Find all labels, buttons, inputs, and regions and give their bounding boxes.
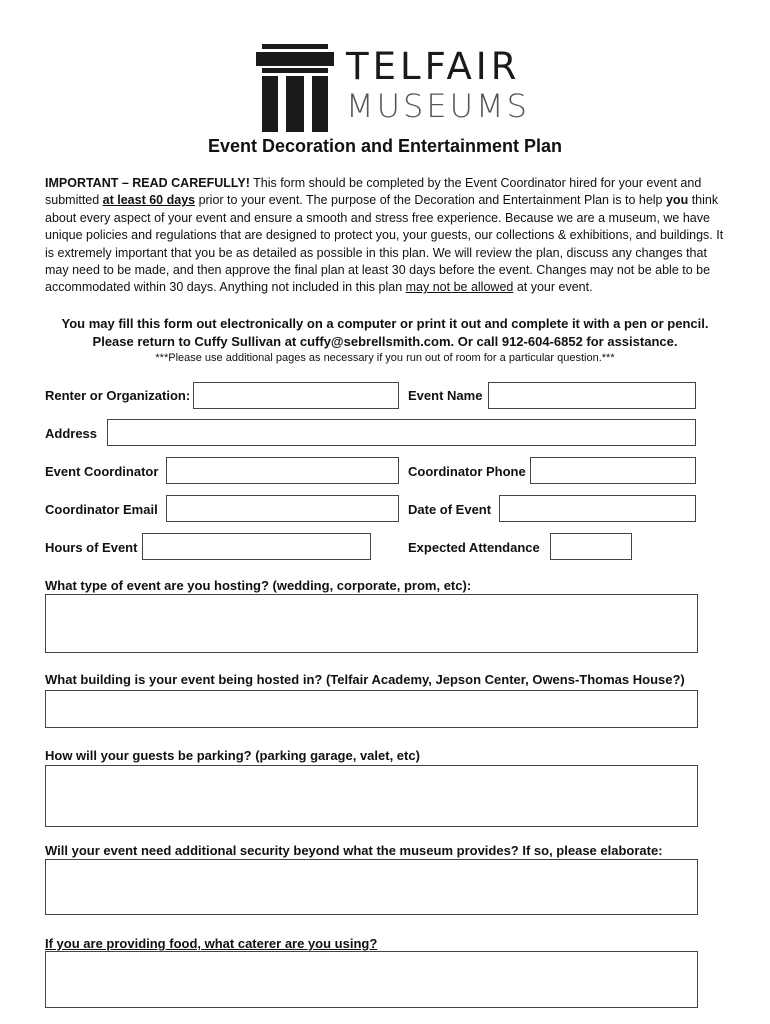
coordinator-email-input[interactable]: [166, 495, 399, 522]
hours-label: Hours of Event: [45, 540, 138, 555]
question-parking: How will your guests be parking? (parking garage, valet, etc): [45, 748, 420, 763]
question-caterer: If you are providing food, what caterer are you using?: [45, 936, 378, 951]
intro-lead: IMPORTANT – READ CAREFULLY!: [45, 176, 250, 190]
intro-bold-you: you: [665, 193, 689, 208]
notice-line2: Please return to Cuffy Sullivan at cuffy@sebrellsmith.com. Or call 912-604-6852 for assistance.: [92, 334, 678, 349]
address-input[interactable]: [107, 419, 696, 446]
date-label: Date of Event: [408, 502, 492, 517]
additional-pages-note: ***Please use additional pages as necessary if you run out of room for a particular question.***: [155, 352, 615, 364]
renter-label: Renter or Organization:: [45, 388, 191, 403]
date-input[interactable]: [499, 495, 696, 522]
event-name-input[interactable]: [488, 382, 696, 409]
intro-text4: at your event.: [513, 280, 593, 295]
attendance-input[interactable]: [550, 533, 632, 560]
intro-paragraph: [45, 175, 725, 297]
coordinator-input[interactable]: [166, 457, 399, 484]
coordinator-phone-label: Coordinator Phone: [408, 464, 526, 479]
column-logo-icon: [256, 44, 334, 132]
question-event-type: What type of event are you hosting? (wedding, corporate, prom, etc):: [45, 578, 472, 593]
intro-text3: think about every aspect of your event and ensure a smooth and stress free experience. Because we are a museum, we have unique policies and regulations that are designed to protect you, your guests, our collections & exhibitions, and buildings. It is extremely important that you be as detailed as possible in this plan. We will review the plan, discuss any changes that may need to be made, and then approve the final plan at least 30 days before the event. Changes may not be able to be accommodated within 30 days. Anything not included in this plan: [45, 193, 724, 295]
notice-line1: You may fill this form out electronically on a computer or print it out and complete it with a pen or pencil.: [61, 316, 709, 331]
logo-line2: MUSEUMS: [346, 87, 530, 125]
parking-textarea[interactable]: [45, 765, 698, 827]
renter-input[interactable]: [193, 382, 399, 409]
address-label: Address: [45, 426, 98, 441]
coordinator-label: Event Coordinator: [45, 464, 159, 479]
intro-text1: This form should be completed by the Event Coordinator hired for your event and submitted: [45, 176, 702, 208]
telfair-logo: [256, 44, 530, 134]
question-building: What building is your event being hosted in? (Telfair Academy, Jepson Center, Owens-Thomas House?): [45, 672, 685, 687]
coordinator-phone-input[interactable]: [530, 457, 696, 484]
security-textarea[interactable]: [45, 859, 698, 915]
intro-underline2: may not be allowed: [405, 280, 514, 295]
logo-line1: TELFAIR: [346, 45, 521, 88]
event-type-textarea[interactable]: [45, 594, 698, 653]
caterer-textarea[interactable]: [45, 951, 698, 1008]
intro-underline1: at least 60 days: [102, 193, 196, 208]
attendance-label: Expected Attendance: [408, 540, 540, 555]
coordinator-email-label: Coordinator Email: [45, 502, 158, 517]
event-name-label: Event Name: [408, 388, 483, 403]
intro-text2: prior to your event. The purpose of the Decoration and Entertainment Plan is to help: [195, 193, 666, 208]
building-textarea[interactable]: [45, 690, 698, 728]
question-security: Will your event need additional security beyond what the museum provides? If so, please elaborate:: [45, 843, 663, 858]
hours-input[interactable]: [142, 533, 371, 560]
page-title: Event Decoration and Entertainment Plan: [207, 136, 563, 156]
submission-notice: [0, 315, 770, 351]
